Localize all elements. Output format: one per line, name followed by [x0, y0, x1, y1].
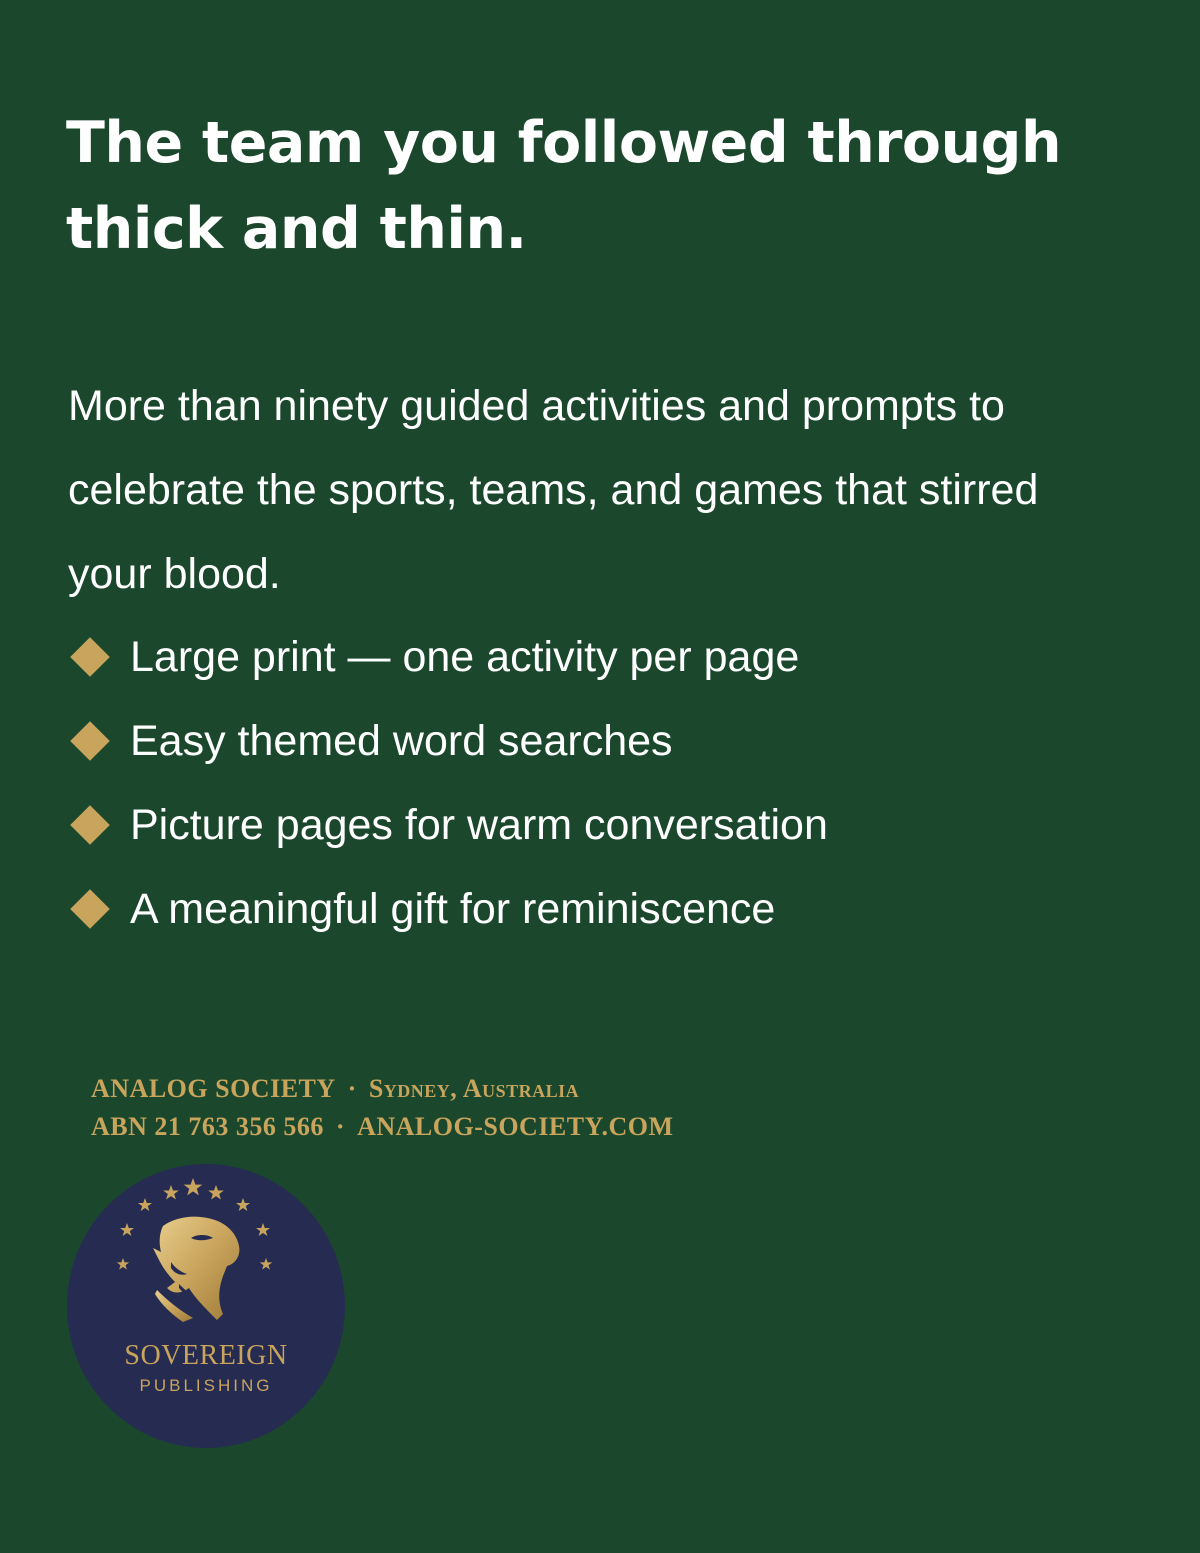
separator: ·	[335, 1112, 346, 1141]
feature-item	[68, 699, 828, 783]
star-icon	[208, 1185, 224, 1200]
puma-head	[153, 1217, 239, 1322]
feature-item	[68, 615, 828, 699]
logo-name: SOVEREIGN	[124, 1340, 288, 1371]
star-icon	[117, 1258, 129, 1270]
feature-item	[68, 867, 828, 951]
blurb-text: More than ninety guided activities and prompts to celebrate the sports, teams, and games that stirred your blood.	[68, 382, 1039, 598]
diamond-bullet-icon	[74, 893, 106, 925]
star-icon	[260, 1258, 272, 1270]
publisher-abn: ABN 21 763 356 566	[91, 1112, 324, 1141]
publisher-name: ANALOG SOCIETY	[91, 1074, 336, 1103]
publisher-info	[91, 1070, 674, 1146]
headline: The team you followed through thick and thin.	[66, 110, 1062, 262]
sovereign-publishing-logo	[67, 1164, 345, 1448]
publisher-line-1	[91, 1070, 674, 1108]
diamond-bullet-icon	[74, 725, 106, 757]
publisher-line-2	[91, 1108, 674, 1146]
feature-label: Large print — one activity per page	[130, 632, 800, 681]
diamond-bullet-icon	[74, 641, 106, 673]
publisher-website: ANALOG-SOCIETY.COM	[357, 1112, 674, 1141]
logo-subtitle: PUBLISHING	[139, 1376, 273, 1395]
puma-head-with-stars-icon	[67, 1164, 345, 1448]
separator: ·	[347, 1074, 357, 1103]
star-icon	[163, 1185, 179, 1200]
feature-label: Easy themed word searches	[130, 716, 673, 765]
star-icon	[120, 1223, 134, 1236]
diamond-bullet-icon	[74, 809, 106, 841]
star-icon	[256, 1223, 270, 1236]
feature-label: Picture pages for warm conversation	[130, 800, 828, 849]
star-icon	[138, 1198, 152, 1211]
feature-label: A meaningful gift for reminiscence	[130, 884, 776, 933]
star-icon	[236, 1198, 250, 1211]
feature-item	[68, 783, 828, 867]
feature-list	[68, 615, 828, 951]
publisher-location: Sydney, Australia	[368, 1074, 580, 1103]
star-icon	[184, 1178, 203, 1195]
